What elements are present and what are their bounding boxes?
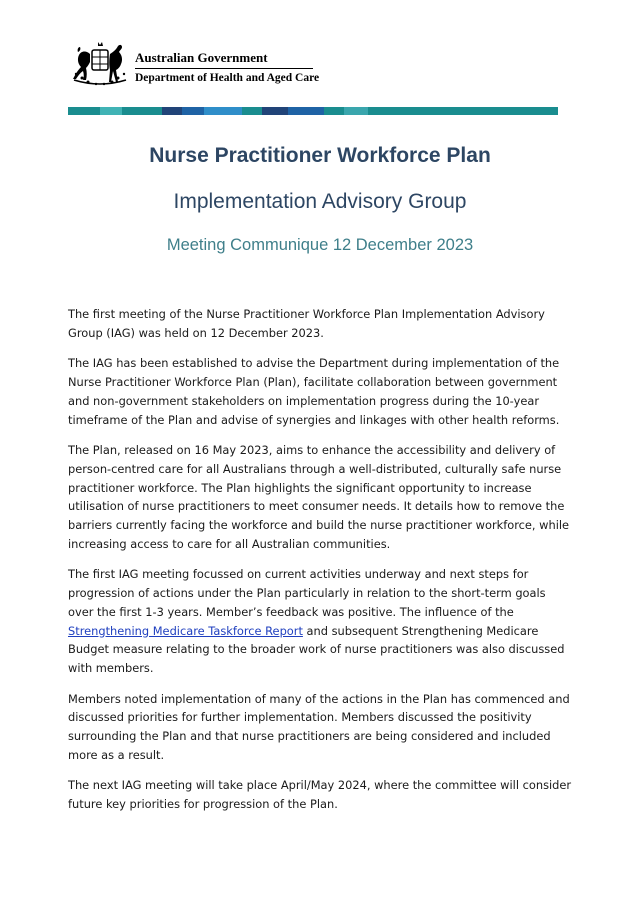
paragraph-3: The Plan, released on 16 May 2023, aims to enhance the accessibility and delivery of person-centred care for all Australians through a well-distributed, culturally safe nurse practitioner workforce. The Plan highlights the significant opportunity to increase utilisation of nurse practitioners to meet consumer needs. It details how to remove the barriers currently facing the workforce and build the nurse practitioner workforce, while increasing access to care for all Australian communities. bbox=[68, 443, 570, 551]
stripe-segment bbox=[204, 107, 242, 115]
stripe-segment bbox=[122, 107, 162, 115]
paragraph-4-text-start: The first IAG meeting focussed on current activities underway and next steps for progression of actions under the Plan particularly in relation to the short-term goals over the first 1-3 years. Member’s feedback was positive. The influence of the bbox=[68, 567, 546, 619]
stripe-segment bbox=[262, 107, 288, 115]
stripe-segment bbox=[100, 107, 122, 115]
page-subtitle: Implementation Advisory Group bbox=[173, 190, 467, 213]
paragraph-5: Members noted implementation of many of the actions in the Plan has commenced and discussed priorities for further implementation. Members discussed the positivity surrounding the Plan and that nurse practitioners are being considered and included more as a result. bbox=[68, 691, 570, 762]
header-divider bbox=[135, 68, 313, 69]
org-name: Australian Government bbox=[135, 50, 268, 65]
stripe-segment bbox=[68, 107, 100, 115]
paragraph-4 bbox=[68, 565, 574, 677]
document-body bbox=[68, 305, 574, 826]
stripe-segment bbox=[182, 107, 204, 115]
stripe-segment bbox=[368, 107, 428, 115]
stripe-segment bbox=[242, 107, 262, 115]
stripe-segment bbox=[518, 107, 558, 115]
stripe-segment bbox=[428, 107, 478, 115]
stripe-segment bbox=[288, 107, 324, 115]
stripe-segment bbox=[162, 107, 182, 115]
government-logo bbox=[68, 40, 328, 90]
coat-of-arms-icon bbox=[68, 40, 132, 90]
department-name: Department of Health and Aged Care bbox=[135, 72, 320, 84]
meeting-date: Meeting Communique 12 December 2023 bbox=[166, 236, 474, 254]
stripe-segment bbox=[478, 107, 518, 115]
stripe-segment bbox=[344, 107, 368, 115]
taskforce-report-link[interactable]: Strengthening Medicare Taskforce Report bbox=[68, 623, 303, 638]
stripe-segment bbox=[324, 107, 344, 115]
color-stripe bbox=[68, 107, 558, 115]
paragraph-2: The IAG has been established to advise the Department during implementation of the Nurse Practitioner Workforce Plan (Plan), facilitate collaboration between government and non-government stakeholders on implementation progress during the 10-year timeframe of the Plan and advise of synergies and linkages with other health reforms. bbox=[68, 356, 560, 427]
paragraph-4-text-end: and subsequent Strengthening Medicare Budget measure relating to the broader work of nurse practitioners was also discussed with members. bbox=[68, 623, 565, 675]
page-title: Nurse Practitioner Workforce Plan bbox=[149, 144, 491, 167]
paragraph-1: The first meeting of the Nurse Practitioner Workforce Plan Implementation Advisory Group (IAG) was held on 12 December 2023. bbox=[68, 307, 545, 340]
paragraph-6: The next IAG meeting will take place April/May 2024, where the committee will consider future key priorities for progression of the Plan. bbox=[68, 778, 572, 812]
